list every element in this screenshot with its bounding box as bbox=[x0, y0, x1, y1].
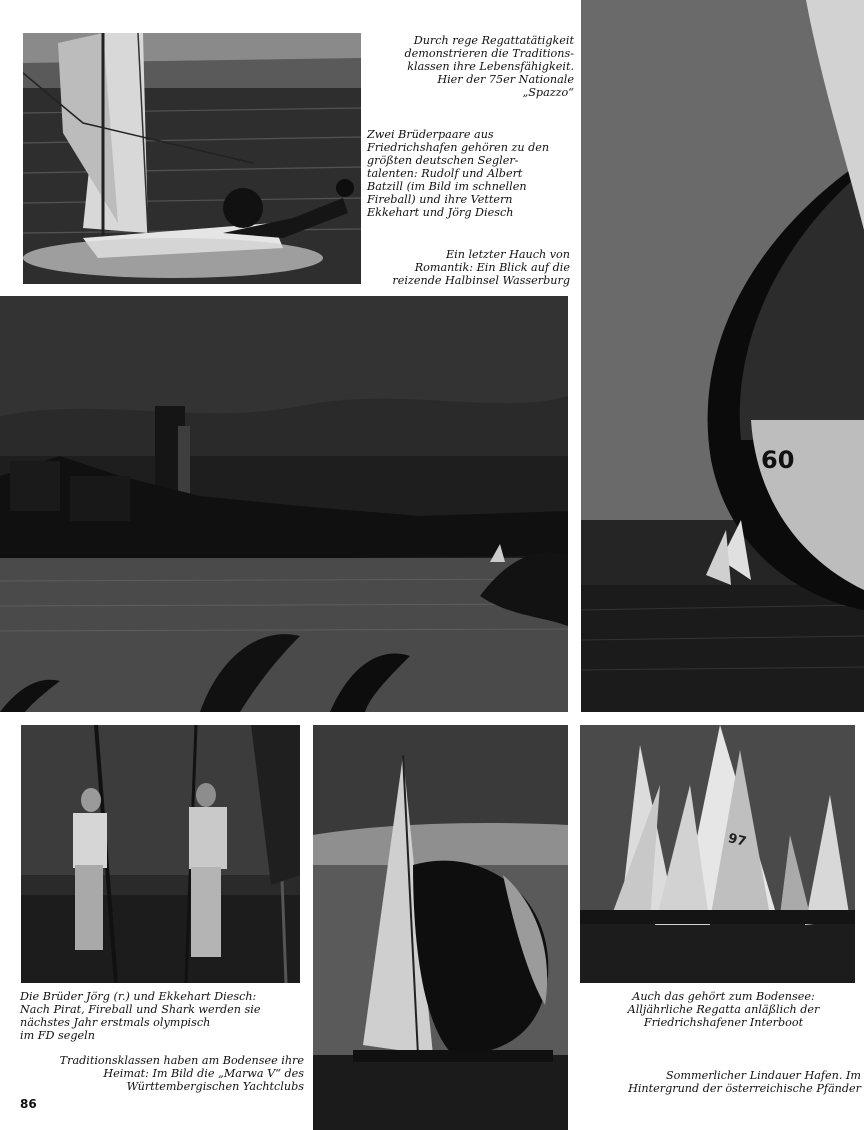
caption-brueder-batzill: Zwei Brüderpaare aus Friedrichshafen gehören zu den größten deutschen Segler- talenten: Rudolf und Albert Batzill (im Bild im schnellen Fireball) und ihre Vettern Ekkehart und Jörg Diesch bbox=[367, 128, 550, 219]
caption-diesch: Die Brüder Jörg (r.) und Ekkehart Diesch: Nach Pirat, Fireball und Shark werden sie nächstes Jahr erstmals olympisch im FD segeln bbox=[20, 990, 261, 1042]
photo-spinnaker-60 bbox=[581, 0, 864, 712]
spinnaker-sail-number: 60 bbox=[761, 446, 795, 474]
photo-interboot-regatta bbox=[580, 725, 855, 983]
photo-diesch-brothers bbox=[21, 725, 300, 983]
caption-marwa: Traditionsklassen haben am Bodensee ihre Heimat: Im Bild die „Marwa V“ des Württembergischen Yachtclubs bbox=[59, 1054, 304, 1093]
caption-wasserburg: Ein letzter Hauch von Romantik: Ein Blick auf die reizende Halbinsel Wasserburg bbox=[392, 248, 570, 287]
photo-marwa-v bbox=[313, 725, 568, 1130]
caption-lindau: Sommerlicher Lindauer Hafen. Im Hintergrund der österreichische Pfänder bbox=[628, 1069, 861, 1095]
photo-fireball-dinghy bbox=[23, 33, 361, 284]
page-number: 86 bbox=[20, 1097, 37, 1111]
regatta-sail-number: 97 bbox=[726, 831, 748, 850]
photo-wasserburg bbox=[0, 296, 568, 712]
caption-interboot: Auch das gehört zum Bodensee: Alljährliche Regatta anläßlich der Friedrichshafener Interboot bbox=[627, 990, 820, 1029]
caption-traditionsklassen-regatta: Durch rege Regattatätigkeit demonstrieren die Traditions- klassen ihre Lebensfähigkeit. Hier der 75er Nationale „Spazzo“ bbox=[404, 34, 574, 99]
